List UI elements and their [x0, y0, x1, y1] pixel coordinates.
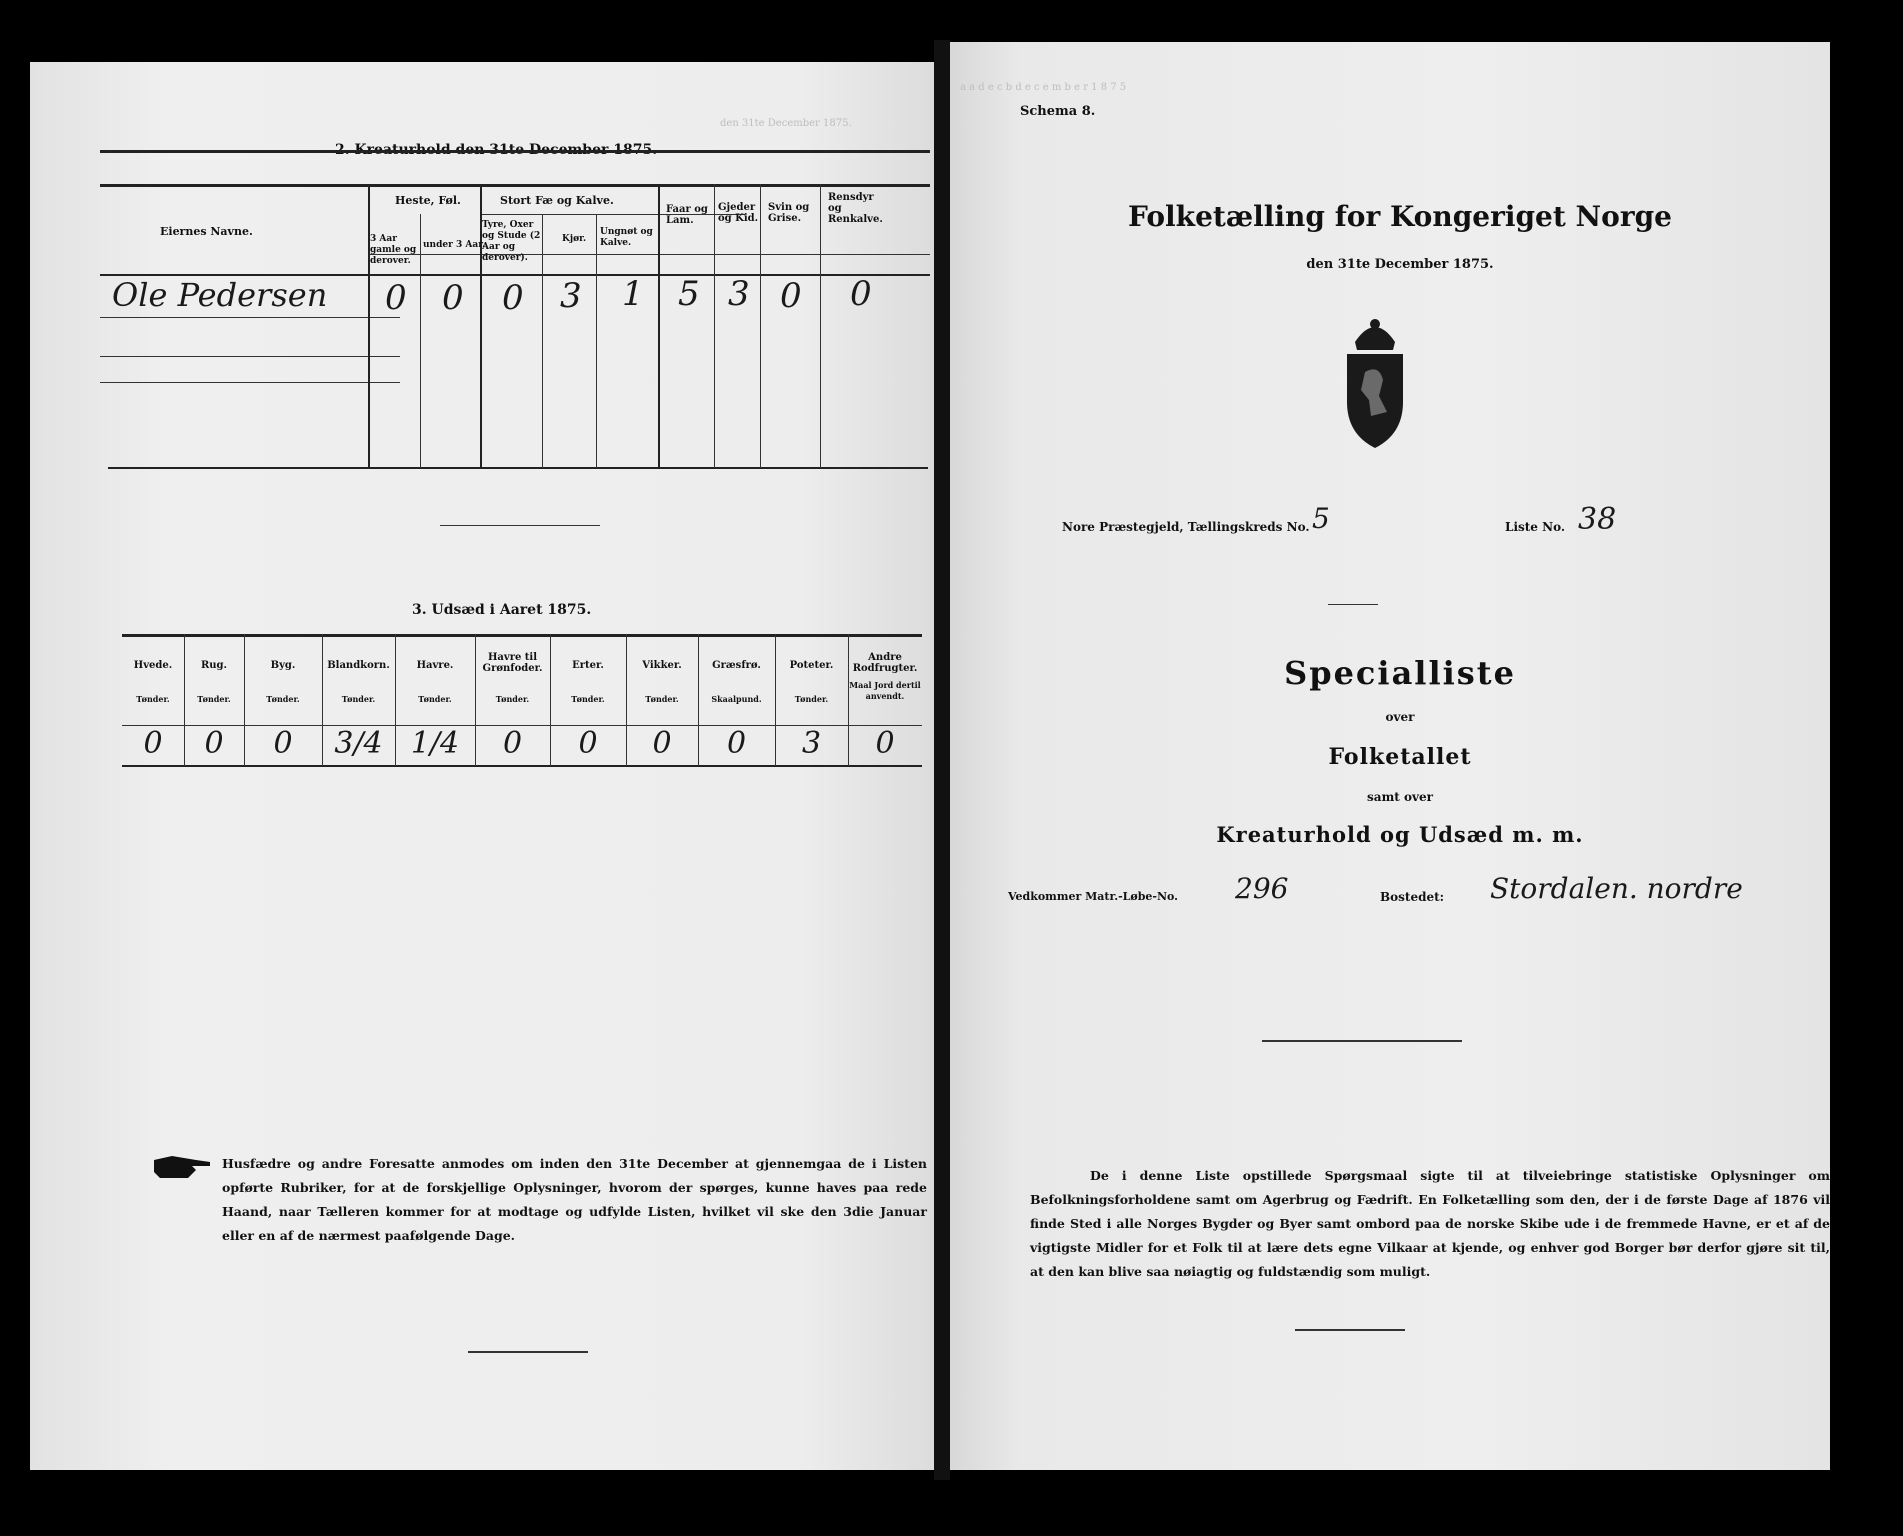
- udsaed-header-name: Byg.: [270, 660, 296, 671]
- udsaed-value-cell: 1/4: [410, 726, 460, 761]
- folketallet-heading: Folketallet: [1328, 744, 1472, 770]
- udsaed-column-divider: [848, 634, 849, 766]
- sub-stort-2: Kjør.: [562, 234, 587, 244]
- gjeder-cell: 3: [728, 274, 750, 314]
- udsaed-header-name: Havre til Grønfoder.: [482, 652, 543, 674]
- udsaed-header-unit: Maal Jord dertil anvendt.: [849, 680, 921, 701]
- over-1: over: [1385, 710, 1415, 724]
- pointing-hand-icon: [152, 1152, 212, 1182]
- sub-stort-3: Ungnøt og Kalve.: [600, 227, 653, 248]
- book-spine: [934, 40, 950, 1480]
- rensdyr-cell: 0: [850, 274, 872, 314]
- samt-over: samt over: [1367, 790, 1433, 804]
- census-note: De i denne Liste opstillede Spørgsmaal sigte til at tilveiebringe statistiske Oplysninger om Befolkningsforholdene samt om Agerbrug og Fædrift. En Folketælling som den, der i de første Dage af 1876 vil finde Sted i alle Norges Bygder og Byer samt ombord paa de norske Skibe ude i de fremmede Havne, er et af de vigtigste Midler for et Folk til at lære dets egne Vilkaar at kjende, og enhver god Borger bør derfor gjøre sit til, at den kan blive saa nøiagtig og fuldstændig som muligt.: [1030, 1168, 1830, 1279]
- kreds-no-value: 5: [1312, 502, 1330, 535]
- udsaed-value-cell: 0: [143, 726, 163, 761]
- specialliste-heading: Specialliste: [1284, 654, 1516, 692]
- sub-heste-1: 3 Aar gamle og derover.: [370, 234, 417, 266]
- sub-heste-2: under 3 Aar.: [423, 240, 486, 250]
- udsaed-header-name: Poteter.: [789, 660, 834, 671]
- sub-stort-1: Tyre, Oxer og Stude (2 Aar og derover).: [482, 220, 541, 263]
- udsaed-column-divider: [184, 634, 185, 766]
- udsaed-header-unit: Tønder.: [341, 694, 376, 704]
- udsaed-header-name: Andre Rodfrugter.: [852, 652, 918, 674]
- matr-label: Vedkommer Matr.-Løbe-No.: [1008, 890, 1178, 903]
- liste-label: Liste No.: [1505, 520, 1566, 534]
- udsaed-column-divider: [322, 634, 323, 766]
- udsaed-column-divider: [626, 634, 627, 766]
- group-heste-header: Heste, Føl.: [395, 194, 461, 207]
- faar-cell: 5: [678, 274, 700, 314]
- heste-3aar-cell: 0: [385, 278, 407, 318]
- udsaed-header-unit: Tønder.: [571, 694, 605, 704]
- udsaed-header-unit: Tønder.: [645, 694, 679, 704]
- udsaed-header-name: Vikker.: [642, 660, 682, 671]
- svin-cell: 0: [780, 276, 802, 316]
- udsaed-value-cell: 0: [652, 726, 672, 761]
- kjor-cell: 3: [560, 276, 582, 316]
- section3-title: 3. Udsæd i Aaret 1875.: [412, 602, 592, 618]
- liste-no-value: 38: [1578, 502, 1617, 537]
- col-owner-header: Eiernes Navne.: [160, 225, 253, 238]
- col-faar-header: Faar og Lam.: [666, 204, 708, 226]
- udsaed-column-divider: [698, 634, 699, 766]
- udsaed-header-unit: Tønder.: [495, 694, 530, 704]
- right-page: a a d e c b d e c e m b e r 1 8 7 5 Schema 8. Folketælling for Kongeriget Norge den 31te December 1875. Nore Præstegjeld, Tællingskreds No. 5 Liste No. 38 Specialliste over Folketallet samt over Kreaturhold og Udsæd m. m. Vedkommer Matr.-Løbe-No. 296 Bostedet: Stordalen. nordre De i denne Liste opstillede Spørgsmaal sigte til at tilveiebringe statistiske Oplysninger om Befolkningsforholdene samt om Agerbrug og Fædrift. En Folketælling som den, der i de første Dage af 1876 vil finde Sted i alle Norges Bygder og Byer samt ombord paa de norske Skibe ude i de fremmede Havne, er et af de vigtigste Midler for et Folk til at lære dets egne Vilkaar at kjende, og enhver god Borger bør derfor gjøre sit til, at den kan blive saa nøiagtig og fuldstændig som muligt.: [950, 42, 1830, 1470]
- udsaed-column-divider: [475, 634, 476, 766]
- udsaed-value-cell: 0: [204, 726, 224, 761]
- udsaed-header-name: Hvede.: [133, 660, 173, 671]
- udsaed-column-divider: [244, 634, 245, 766]
- group-stort-header: Stort Fæ og Kalve.: [500, 194, 614, 207]
- udsaed-header-name: Græsfrø.: [712, 660, 761, 671]
- udsaed-header-name: Erter.: [572, 660, 604, 671]
- heste-under3-cell: 0: [442, 278, 464, 318]
- udsaed-header-name: Havre.: [416, 660, 454, 671]
- col-svin-header: Svin og Grise.: [768, 202, 810, 224]
- bosted-label: Bostedet:: [1380, 890, 1445, 904]
- udsaed-value-cell: 0: [726, 726, 747, 761]
- notice-text: Husfædre og andre Foresatte anmodes om inden den 31te December at gjennemgaa de i Listen opførte Rubriker, for at de forskjellige Oplysninger, hvorom der spørges, kunne haves paa rede Haand, naar Tælleren kommer for at modtage og udfylde Listen, hvilket vil ske den 3die Januar eller en af de nærmest paafølgende Dage.: [222, 1156, 927, 1243]
- udsaed-column-divider: [395, 634, 396, 766]
- tyre-oxer-cell: 0: [502, 278, 524, 318]
- udsaed-header-name: Rug.: [200, 660, 228, 671]
- udsaed-value-cell: 0: [875, 726, 895, 761]
- left-page: den 31te December 1875. 2. Kreaturhold den 31te December 1875. Eiernes Navne. Heste, Føl. Stort Fæ og Kalve. 3 Aar gamle og derover. under 3 Aar. Tyre, Oxer og Stude (2 Aar og derover). Kjør. Ungnøt og Kalve. Faar og Lam. Gjeder og Kid. Svin og Grise. Rensdyr og Renkalve. Ole Pedersen 0 0 0 3 1 5 3 0 0 3. Udsæd i Aaret 1875. Hvede. Tønder. Rug. Tønder. Byg. Tønder. Blandkorn. Tønder. Havre. Tønder. Havre til Grønfoder. Tønder. Erter. Tønder. Vikker. Tønder. Græsfrø. Skaalpund. Poteter. Tønder. Andre Rodfrugter. Maal Jord dertil anvendt. 0 0 0 3/4 1/4 0 0 0 0 3 0 Husfædre og andre Foresatte anmodes om inden den 31te December at gjennemgaa de i Listen opførte Rubriker, for at de forskjellige Oplysninger, hvorom der spørges, kunne haves paa rede Haand, naar Tælleren kommer for at modtage og udfylde Listen, hvilket vil ske den 3die Januar eller en af de nærmest paafølgende Dage.: [30, 62, 935, 1470]
- kreaturhold-heading: Kreaturhold og Udsæd m. m.: [1216, 822, 1584, 847]
- schema-label: Schema 8.: [1020, 104, 1096, 119]
- udsaed-header-unit: Tønder.: [418, 694, 452, 704]
- bosted-value: Stordalen. nordre: [1490, 872, 1743, 905]
- udsaed-header-unit: Tønder.: [136, 694, 170, 704]
- ungnot-cell: 1: [622, 274, 644, 314]
- udsaed-value-cell: 0: [502, 726, 523, 761]
- udsaed-header-unit: Tønder.: [794, 694, 829, 704]
- udsaed-column-divider: [550, 634, 551, 766]
- section2-title: 2. Kreaturhold den 31te December 1875.: [335, 142, 658, 158]
- udsaed-value-cell: 3: [801, 726, 822, 761]
- norway-coat-of-arms-icon: [1335, 312, 1415, 452]
- owner-name-cell: Ole Pedersen: [112, 276, 328, 314]
- col-gjeder-header: Gjeder og Kid.: [718, 202, 759, 224]
- udsaed-header-unit: Tønder.: [266, 694, 300, 704]
- udsaed-value-cell: 3/4: [334, 726, 383, 761]
- prestegjeld-label: Nore Præstegjeld, Tællingskreds No.: [1062, 520, 1310, 534]
- matr-no-value: 296: [1235, 872, 1289, 905]
- census-date: den 31te December 1875.: [1306, 257, 1494, 272]
- udsaed-column-divider: [775, 634, 776, 766]
- udsaed-value-cell: 0: [578, 726, 598, 761]
- udsaed-header-unit: Tønder.: [197, 694, 231, 704]
- col-rensdyr-header: Rensdyr og Renkalve.: [828, 192, 883, 225]
- udsaed-header-unit: Skaalpund.: [711, 694, 762, 704]
- udsaed-header-name: Blandkorn.: [327, 660, 390, 671]
- udsaed-value-cell: 0: [273, 726, 293, 761]
- census-title: Folketælling for Kongeriget Norge: [1128, 200, 1672, 233]
